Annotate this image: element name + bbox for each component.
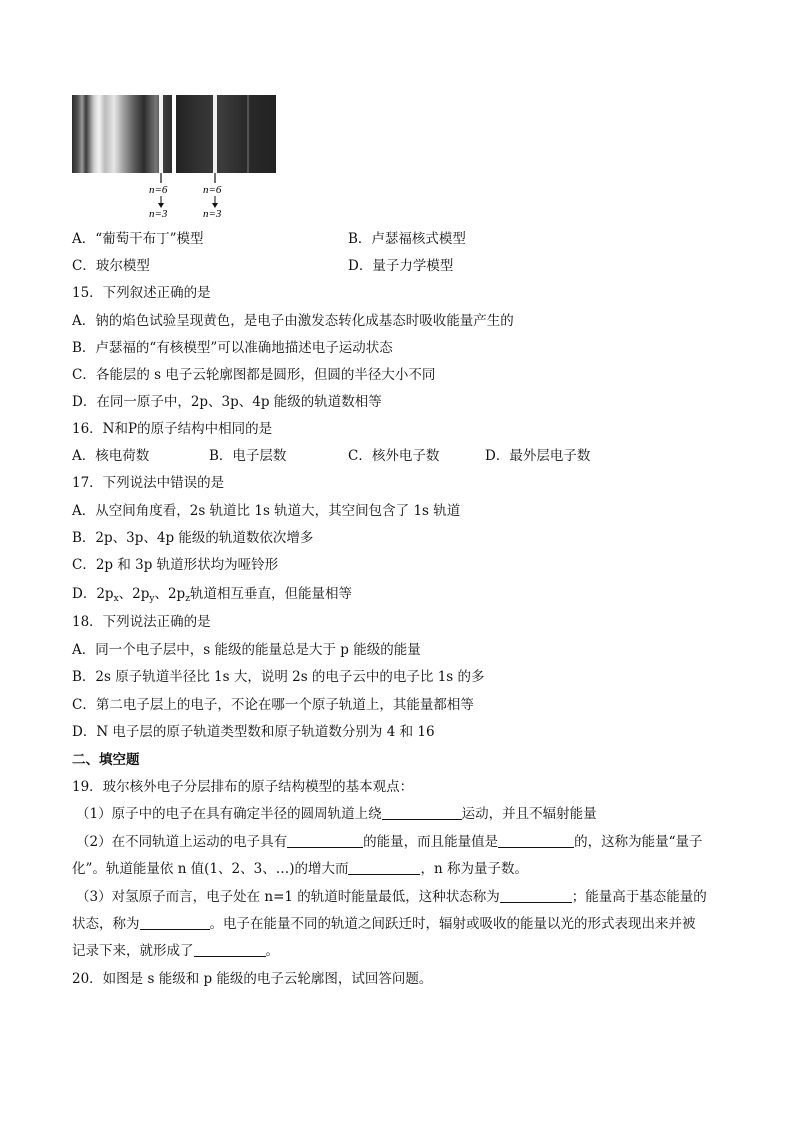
q19-p1-text-b: 运动，并且不辐射能量 (461, 806, 597, 822)
q19-blank-7[interactable] (194, 942, 266, 957)
q18-option-c: C．第二电子层上的电子，不论在哪一个原子轨道上，其能量都相等 (72, 697, 474, 713)
q19-p2-text-a: （2）在不同轨道上运动的电子具有 (76, 834, 288, 850)
q15-option-b: B．卢瑟福的“有核模型”可以准确地描述电子运动状态 (72, 340, 393, 356)
q14-option-a: A．“葡萄干布丁”模型 (72, 231, 204, 247)
q18-stem: 18．下列说法正确的是 (72, 614, 211, 630)
q16-stem: 16．N和P的原子结构中相同的是 (72, 421, 273, 437)
q19-stem: 19．玻尔核外电子分层排布的原子结构模型的基本观点： (72, 779, 414, 795)
label-right-to: n=3 (203, 208, 222, 219)
q18-option-b: B．2s 原子轨道半径比 1s 大，说明 2s 的电子云中的电子比 1s 的多 (72, 669, 485, 685)
q17-d-mid1: 、2p (118, 586, 150, 602)
q16-option-b: B．电子层数 (209, 448, 287, 464)
q16-option-c: C．核外电子数 (348, 448, 440, 464)
q15-option-c: C．各能层的 s 电子云轮廓图都是圆形，但圆的半径大小不同 (72, 367, 436, 383)
q19-p2b-text-a: 化”。轨道能量依 n 值(1、2、3、…)的增大而 (72, 861, 349, 877)
q19-p3-text-a: （3）对氢原子而言，电子处在 n=1 的轨道时能量最低，这种状态称为 (76, 889, 500, 905)
q19-part2 (76, 833, 703, 851)
spectrum-line-right (213, 95, 217, 173)
q19-p1-text-a: （1）原子中的电子在具有确定半径的圆周轨道上绕 (76, 806, 382, 822)
q19-blank-2[interactable] (287, 833, 363, 848)
section-title-fill-in: 二、填空题 (72, 752, 140, 768)
q19-part3-cont (72, 915, 696, 933)
label-left-from: n=6 (149, 184, 168, 196)
q19-part1 (76, 805, 597, 823)
q14-option-b: B．卢瑟福核式模型 (348, 231, 466, 247)
q14-option-d: D．量子力学模型 (348, 258, 454, 274)
q17-stem: 17．下列说法中错误的是 (72, 475, 225, 491)
spectrum-gap (172, 95, 176, 173)
q19-p2-text-b: 的能量，而且能量值是 (363, 834, 499, 850)
q14-option-c: C．玻尔模型 (72, 258, 150, 274)
q16-option-d: D．最外层电子数 (485, 448, 591, 464)
q17-d-sub-z: z (185, 594, 190, 604)
spectrum-band-left (72, 95, 172, 173)
q17-option-a: A．从空间角度看，2s 轨道比 1s 轨道大，其空间包含了 1s 轨道 (72, 503, 461, 519)
spectrum-line-left (159, 95, 163, 173)
spectrum-figure (72, 95, 276, 219)
q19-p3b-text-b: 。电子在能量不同的轨道之间跃迁时，辐射或吸收的能量以光的形式表现出来并被 (209, 916, 696, 932)
q19-p3c-text-a: 记录下来，就形成了 (72, 943, 194, 959)
label-left-to: n=3 (149, 208, 168, 219)
q17-option-b: B．2p、3p、4p 能级的轨道数依次增多 (72, 530, 314, 546)
q16-option-a: A．核电荷数 (72, 448, 150, 464)
q19-part2-cont (72, 860, 528, 878)
q18-option-a: A．同一个电子层中，s 能级的能量总是大于 p 能级的能量 (72, 642, 421, 658)
q19-p3b-text-a: 状态，称为 (72, 916, 140, 932)
q17-d-mid2: 、2p (154, 586, 186, 602)
q15-option-a: A．钠的焰色试验呈现黄色，是电子由激发态转化成基态时吸收能量产生的 (72, 313, 514, 329)
q19-blank-4[interactable] (348, 860, 420, 875)
q19-p3-text-b: ；能量高于基态能量的 (571, 889, 707, 905)
q17-d-tail: 轨道相互垂直，但能量相等 (189, 586, 352, 602)
q19-p2-text-c: 的，这称为能量“量子 (574, 834, 703, 850)
q19-blank-5[interactable] (500, 888, 572, 903)
q17-option-c: C．2p 和 3p 轨道形状均为哑铃形 (72, 557, 279, 573)
label-right-from: n=6 (203, 184, 222, 196)
q15-stem: 15．下列叙述正确的是 (72, 285, 211, 301)
q19-blank-6[interactable] (140, 915, 210, 930)
q18-option-d: D．N 电子层的原子轨道类型数和原子轨道数分别为 4 和 16 (72, 724, 435, 740)
q19-part3 (76, 888, 707, 906)
spectrum-band-right (176, 95, 276, 173)
q15-option-d: D．在同一原子中，2p、3p、4p 能级的轨道数相等 (72, 394, 382, 410)
q17-d-sub-y: y (149, 594, 155, 604)
q17-d-sub-x: x (113, 594, 119, 604)
q19-p2b-text-b: ，n 称为量子数。 (420, 861, 528, 877)
q19-p3c-text-b: 。 (265, 943, 279, 959)
q20-stem: 20．如图是 s 能级和 p 能级的电子云轮廓图，试回答问题。 (72, 971, 433, 987)
q19-blank-1[interactable] (382, 805, 462, 820)
q19-blank-3[interactable] (498, 833, 574, 848)
q17-d-prefix: D．2p (72, 586, 114, 602)
q17-option-d (72, 585, 352, 608)
q19-part3-cont2 (72, 942, 279, 960)
spectrum-line-faint (247, 95, 249, 173)
